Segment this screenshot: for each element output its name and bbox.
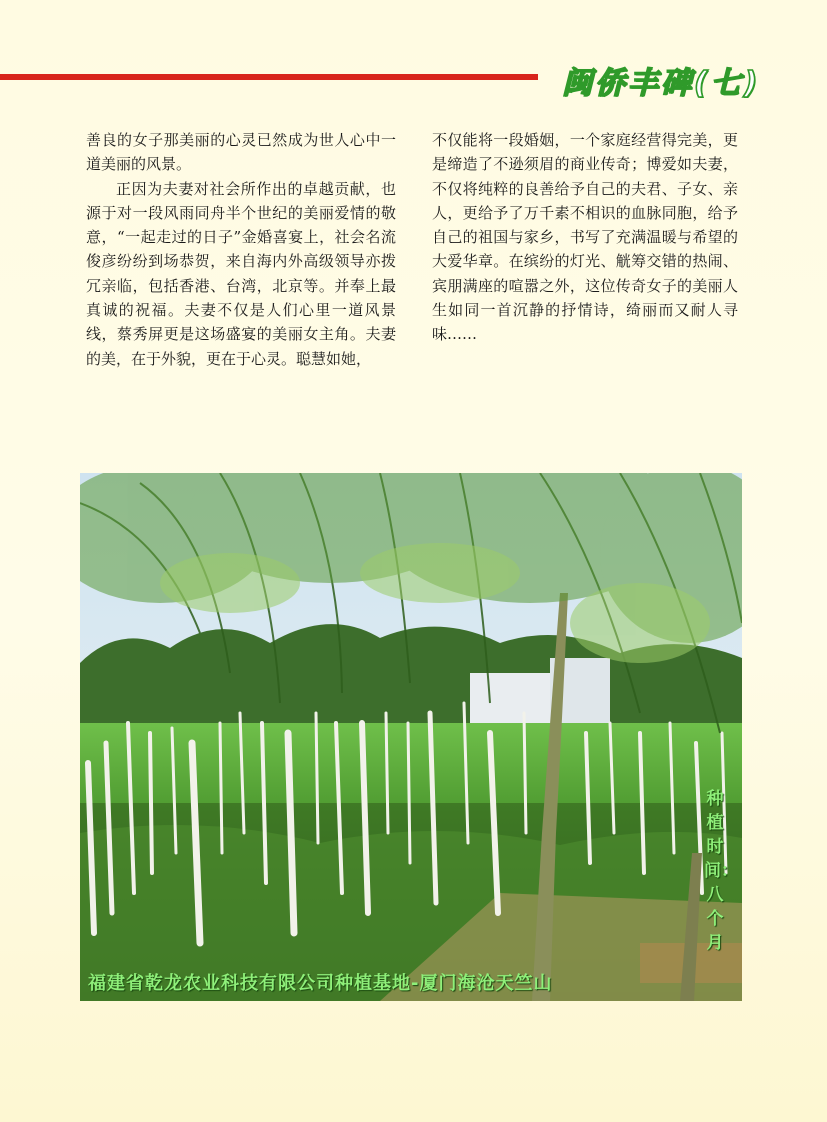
article-paragraph: 正因为夫妻对社会所作出的卓越贡献，也源于对一段风雨同舟半个世纪的美丽爱情的敬意，“一起走过的日子”金婚喜宴上，社会名流俊彦纷纷到场恭贺，来自海内外高级领导亦拨冗亲临，包括香港、台湾，北京等。并奉上最真诚的祝福。夫妻不仅是人们心里一道风景线，蔡秀屏更是这场盛宴的美丽女主角。夫妻的美，在于外貌，更在于心灵。聪慧如她，: [86, 179, 396, 368]
willow-grove-illustration: [80, 473, 742, 1001]
article-paragraph: 善良的女子那美丽的心灵已然成为世人心中一道美丽的风景。: [86, 131, 396, 174]
photo-caption-planting-time: 种植时间：八个月: [704, 789, 738, 953]
article-paragraph: 不仅能将一段婚姻，一个家庭经营得完美，更是缔造了不逊须眉的商业传奇；博爱如夫妻，不仅将纯粹的良善给予自己的夫君、子女、亲人，更给予了万千素不相识的血脉同胞，给予自己的祖国与家乡，书写了充满温暖与希望的大爱华章。在缤纷的灯光、觥筹交错的热闹、宾朋满座的喧嚣之外，这位传奇女子的美丽人生如同一首沉静的抒情诗，绮丽而又耐人寻味……: [432, 131, 738, 344]
article-column-right: [432, 128, 738, 347]
header-divider-bar: [0, 74, 538, 80]
photo-caption-location: 福建省乾龙农业科技有限公司种植基地-厦门海沧天竺山: [88, 973, 553, 994]
plantation-photo: [80, 473, 742, 1001]
article-column-left: [86, 128, 396, 371]
page-section-title: 闽侨丰碑(七): [562, 66, 761, 101]
